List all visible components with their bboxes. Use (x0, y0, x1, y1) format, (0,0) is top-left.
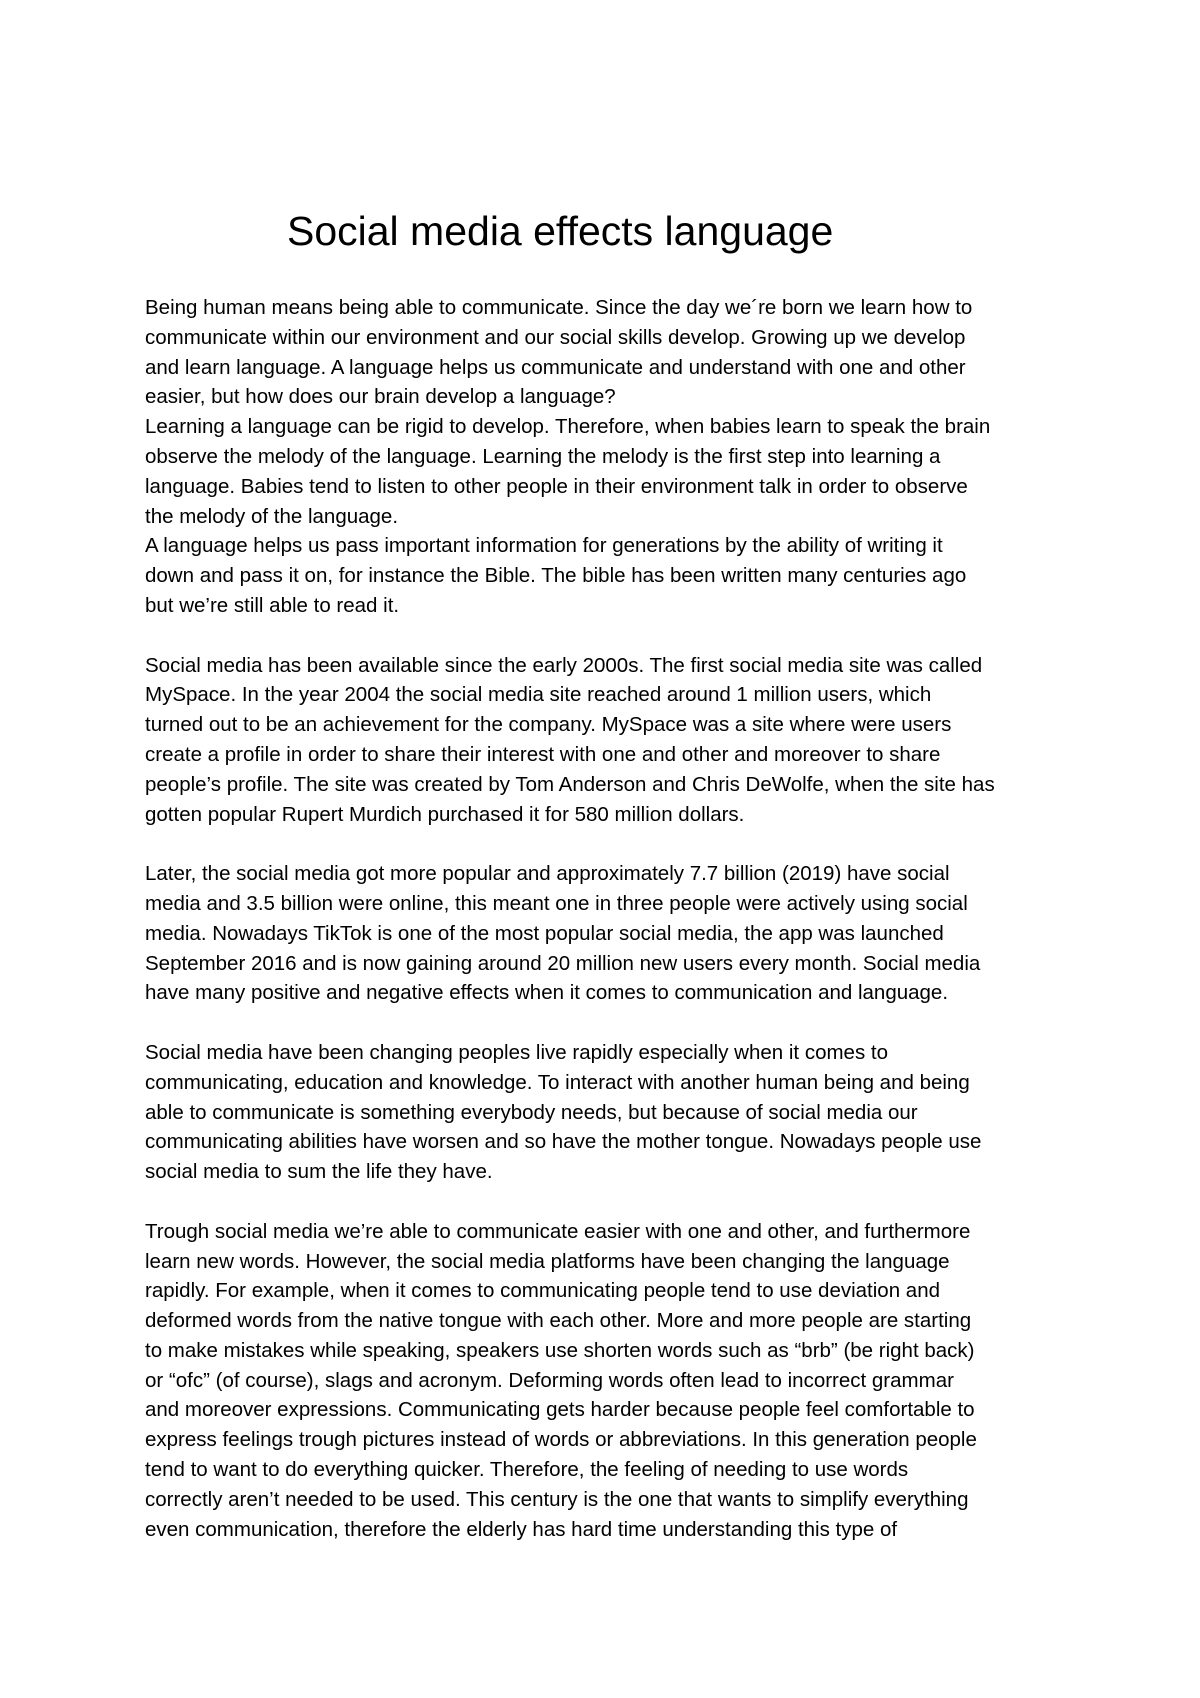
text-line: social media to sum the life they have. (145, 1160, 493, 1184)
text-line: easier, but how does our brain develop a language? (145, 385, 616, 409)
text-line: express feelings trough pictures instead of words or abbreviations. In this generation people (145, 1428, 977, 1452)
text-line: observe the melody of the language. Learning the melody is the first step into learning a (145, 444, 941, 468)
text-line: communicating, education and knowledge. To interact with another human being and being (145, 1070, 970, 1094)
text-line: or “ofc” (of course), slags and acronym. Deforming words often lead to incorrect grammar (145, 1368, 954, 1392)
document-title: Social media effects language (287, 208, 834, 254)
paragraph-spacer (145, 1008, 1085, 1038)
text-line: deformed words from the native tongue with each other. More and more people are starting (145, 1309, 972, 1333)
paragraph (145, 1217, 1085, 1545)
text-line: to make mistakes while speaking, speakers use shorten words such as “brb” (be right back) (145, 1338, 975, 1362)
text-line: September 2016 and is now gaining around 20 million new users every month. Social media (145, 951, 981, 975)
paragraph-spacer (145, 1187, 1085, 1217)
paragraph (145, 1038, 1085, 1187)
paragraph (145, 531, 1085, 620)
text-line: down and pass it on, for instance the Bible. The bible has been written many centuries ago (145, 564, 967, 588)
text-line: Being human means being able to communicate. Since the day we´re born we learn how to (145, 296, 973, 319)
text-line: Social media have been changing peoples live rapidly especially when it comes to (145, 1040, 888, 1064)
text-line: the melody of the language. (145, 504, 399, 528)
text-line: Social media has been available since the early 2000s. The first social media site was called (145, 653, 983, 677)
paragraph-spacer (145, 621, 1085, 651)
text-line: language. Babies tend to listen to other people in their environment talk in order to observe (145, 474, 968, 498)
text-line: tend to want to do everything quicker. Therefore, the feeling of needing to use words (145, 1458, 909, 1482)
text-line: even communication, therefore the elderly has hard time understanding this type of (145, 1517, 898, 1541)
paragraph-spacer (145, 829, 1085, 859)
text-line: and learn language. A language helps us communicate and understand with one and other (145, 355, 966, 379)
text-line: media and 3.5 billion were online, this meant one in three people were actively using social (145, 891, 968, 915)
text-line: MySpace. In the year 2004 the social media site reached around 1 million users, which (145, 683, 932, 707)
text-line: and moreover expressions. Communicating gets harder because people feel comfortable to (145, 1398, 975, 1422)
text-line: able to communicate is something everybody needs, but because of social media our (145, 1100, 918, 1124)
paragraph (145, 412, 1085, 531)
text-line: A language helps us pass important information for generations by the ability of writing it (145, 534, 943, 558)
text-line: learn new words. However, the social media platforms have been changing the language (145, 1249, 950, 1273)
text-line: people’s profile. The site was created by Tom Anderson and Chris DeWolfe, when the site has (145, 772, 995, 796)
text-line: communicating abilities have worsen and so have the mother tongue. Nowadays people use (145, 1130, 982, 1154)
paragraph (145, 293, 1085, 412)
paragraph (145, 651, 1085, 830)
text-line: Later, the social media got more popular and approximately 7.7 billion (2019) have social (145, 862, 950, 886)
text-line: turned out to be an achievement for the company. MySpace was a site where were users (145, 713, 952, 737)
text-line: correctly aren’t needed to be used. This century is the one that wants to simplify everything (145, 1487, 969, 1511)
text-line: Trough social media we’re able to communicate easier with one and other, and furthermore (145, 1219, 971, 1243)
document-body (145, 293, 1085, 1544)
paragraph (145, 859, 1085, 1008)
text-line: have many positive and negative effects when it comes to communication and language. (145, 981, 949, 1005)
text-line: rapidly. For example, when it comes to communicating people tend to use deviation and (145, 1279, 941, 1303)
text-line: gotten popular Rupert Murdich purchased it for 580 million dollars. (145, 802, 745, 826)
text-line: media. Nowadays TikTok is one of the most popular social media, the app was launched (145, 921, 944, 945)
text-line: communicate within our environment and our social skills develop. Growing up we develop (145, 325, 966, 349)
text-line: create a profile in order to share their interest with one and other and moreover to share (145, 742, 941, 766)
text-line: Learning a language can be rigid to develop. Therefore, when babies learn to speak the brain (145, 415, 991, 439)
text-line: but we’re still able to read it. (145, 593, 400, 617)
